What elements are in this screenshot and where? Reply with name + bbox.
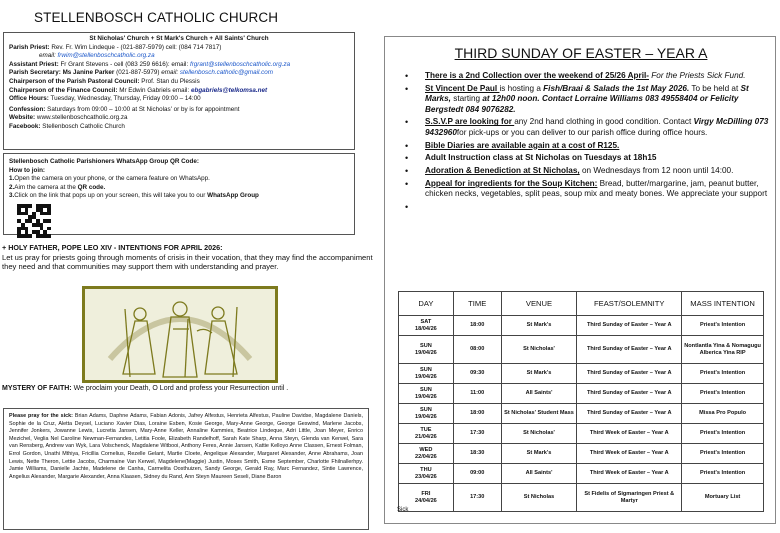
feast-feast-text: St Fidelis of Sigmaringen Priest & Martyr [584,490,675,504]
time-time-text: 08:00 [470,346,485,353]
facebook-line [9,123,349,132]
column-header-time: TIME [453,292,501,316]
pope-intentions-heading: + HOLY FATHER, POPE LEO XIV - INTENTIONS FOR APRIL 2026: [2,243,223,252]
feast-cell [577,484,682,512]
time-cell [453,336,501,364]
table-row [399,484,764,512]
intention-cell [682,484,764,512]
day-day-text: SUN [420,406,432,413]
footer-note: Sick [397,507,409,513]
feast-feast-text: Third Sunday of Easter – Year A [586,322,672,329]
day-date-text: 24/04/26 [415,497,437,504]
venue-venue-text: St Mark's [526,370,552,377]
notice-item [393,117,773,138]
sick-label: Please pray for the sick: [9,413,73,419]
email-label: email: [161,69,179,77]
step-number: 1. [9,175,15,183]
notice-item [393,141,773,151]
venue-venue-text: St Nicholas [523,494,555,501]
feast-cell [577,444,682,464]
table-row [399,316,764,336]
notice-item [393,166,773,176]
table-row [399,444,764,464]
day-cell [399,424,454,444]
venue-cell [501,316,577,336]
pope-intentions-text: Let us pray for priests going through moments of crisis in their vocation, that they may find the accompaniment they need and that communities may support them with understanding and prayer. [2,252,373,272]
secretary-line [9,69,349,78]
intention-intention-text: Mortuary List [704,494,741,501]
table-row [399,424,764,444]
day-cell [399,384,454,404]
notice-text: Bread, butter/margarine, jam, peanut butter, chicken necks, vegetables, split peas, soup mix and meaty bones. We appreciate your support [425,179,768,199]
feast-feast-text: Third Sunday of Easter – Year A [586,390,672,397]
sick-prayer-box [3,408,369,530]
venue-cell [501,336,577,364]
time-cell [453,484,501,512]
notices-list [393,71,773,202]
feast-feast-text: Third Week of Easter – Year A [589,450,669,457]
time-cell [453,316,501,336]
notice-text: starting [450,94,483,104]
venue-cell [501,464,577,484]
notice-item [393,84,773,115]
weekly-bulletin-box [384,36,776,524]
time-cell [453,424,501,444]
intention-cell [682,316,764,336]
parish-priest-label: Parish Priest: [9,43,50,51]
day-date-text: 18/04/26 [415,325,437,332]
intention-intention-text: Priest's Intention [700,470,746,477]
finance-council-line [9,87,349,96]
feast-cell [577,424,682,444]
venue-venue-text: All Saints' [525,470,553,477]
day-date-text: 21/04/26 [415,433,437,440]
whatsapp-box [3,153,355,235]
time-cell [453,444,501,464]
website-line [9,114,349,123]
office-hours-line [9,95,349,104]
pastoral-council-value: Prof. Stan du Plessis [141,77,200,85]
feast-feast-text: Third Week of Easter – Year A [589,430,669,437]
table-header-row [399,292,764,316]
notice-text: on Wednesdays from 12 noon until 14:00. [579,166,734,176]
notice-emphasis: at 12h00 noon. Contact Lorraine Williams 083 49558404 or Felicity Bergstedt 084 9076282. [425,94,739,114]
secretary-phone: (021-887-5979) [116,69,160,77]
step-number: 3. [9,192,15,200]
feast-feast-text: Third Week of Easter – Year A [589,470,669,477]
emmaus-drawing-icon [85,289,275,380]
pope-intentions [2,243,374,272]
confession-line [9,106,349,115]
church-list: St Nicholas' Church + St Mark's Church + All Saints' Church [89,35,269,42]
column-header-intention: MASS INTENTION [682,292,764,316]
intention-cell [682,336,764,364]
venue-cell [501,364,577,384]
emmaus-illustration [82,286,278,383]
notice-lead: Adoration & Benediction at St Nicholas, [425,166,580,176]
venue-venue-text: St Nicholas' Student Mass [504,410,574,417]
table-row [399,364,764,384]
parish-priest-email-link[interactable]: frwim@stellenboschcatholic.org.za [57,52,155,60]
confession-value: Saturdays from 09:00 – 10:00 at St Nicholas' or by is for appointment [47,105,240,113]
secretary-email-link[interactable]: stellenbosch.catholic@gmail.com [179,69,274,77]
intention-intention-text: Nontlantla Yina & Nomagugu Alberica Yina RIP [684,342,761,356]
time-cell [453,384,501,404]
website-label: Website: [9,114,36,122]
day-cell [399,336,454,364]
feast-feast-text: Third Sunday of Easter – Year A [586,346,672,353]
time-time-text: 11:00 [470,390,485,397]
time-time-text: 09:30 [470,370,485,377]
time-cell [453,464,501,484]
facebook-value: Stellenbosch Catholic Church [42,122,125,130]
day-date-text: 19/04/26 [415,413,437,420]
time-time-text: 17:30 [470,430,485,437]
day-cell [399,364,454,384]
step-bold: WhatsApp Group [207,192,259,200]
venue-venue-text: St Nicholas' [523,346,555,353]
email-label: email: [39,52,56,60]
office-hours-label: Office Hours: [9,95,49,103]
intention-intention-text: Priest's Intention [700,370,746,377]
step-text: Click on the link that pops up on your screen, this will take you to our [14,192,208,200]
parish-priest-value: Rev. Fr. Wim Lindeque - (021-887-5979) cell: (084 714 7817) [51,43,222,51]
column-header-venue: VENUE [501,292,577,316]
day-date-text: 19/04/26 [415,373,437,380]
pastoral-council-label: Chairperson of the Parish Pastoral Council: [9,77,140,85]
whatsapp-step-2 [9,184,349,193]
feast-cell [577,316,682,336]
contact-info-box [3,32,355,150]
time-time-text: 18:00 [470,410,485,417]
week-title: THIRD SUNDAY OF EASTER – YEAR A [454,45,708,61]
day-date-text: 19/04/26 [415,349,437,356]
finance-council-value: Mr Edwin Gabriels email: [119,86,190,94]
pastoral-council-line [9,78,349,87]
time-time-text: 18:30 [470,450,485,457]
day-day-text: SUN [420,342,432,349]
assistant-priest-label: Assistant Priest: [9,60,59,68]
venue-cell [501,384,577,404]
venue-cell [501,444,577,464]
assistant-priest-line [9,61,349,70]
qr-module [47,234,51,238]
time-time-text: 17:30 [470,494,485,501]
table-row [399,336,764,364]
day-day-text: FRI [421,490,431,497]
day-day-text: SUN [420,366,432,373]
day-day-text: TUE [420,426,432,433]
intention-cell [682,384,764,404]
day-day-text: SUN [420,386,432,393]
day-date-text: 22/04/26 [415,453,437,460]
notice-lead: Adult Instruction class at St Nicholas on Tuesdays at 18h15 [425,153,657,163]
intention-cell [682,464,764,484]
feast-cell [577,464,682,484]
day-date-text: 23/04/26 [415,473,437,480]
day-date-text: 19/04/26 [415,393,437,400]
venue-venue-text: St Mark's [526,450,552,457]
notice-emphasis: Fish/Braai & Salads the 1st May 2026. [543,83,690,93]
intention-intention-text: Priest's Intention [700,322,746,329]
mystery-text: We proclaim your Death, O Lord and profess your Resurrection until . [71,385,289,392]
finance-council-label: Chairperson of the Finance Council: [9,86,118,94]
intention-intention-text: Priest's Intention [700,450,746,457]
feast-cell [577,404,682,424]
time-time-text: 18:00 [470,322,485,329]
notice-emphasis: St Marks, [425,83,749,104]
whatsapp-title: Stellenbosch Catholic Parishioners WhatsApp Group QR Code: [9,158,199,165]
venue-cell [501,484,577,512]
notice-lead: There is a 2nd Collection over the weekend of 25/26 April- [425,71,650,80]
table-row [399,464,764,484]
day-day-text: SAT [420,318,432,325]
table-row [399,404,764,424]
notice-item [393,153,773,163]
intention-cell [682,404,764,424]
day-cell [399,316,454,336]
notice-text: To be held at [689,83,741,93]
day-cell [399,464,454,484]
day-day-text: THU [420,466,432,473]
mystery-label: MYSTERY OF FAITH: [2,385,72,392]
notice-lead: Bible Diaries are available again at a cost of R125. [425,140,620,150]
feast-cell [577,336,682,364]
table-row [399,384,764,404]
notice-text: For the Priests Sick Fund. [649,71,746,80]
office-hours-value: Tuesday, Wednesday, Thursday, Friday 09:00 – 14:00 [50,95,201,103]
venue-cell [501,404,577,424]
whatsapp-step-1 [9,175,349,184]
column-header-feast: FEAST/SOLEMNITY [577,292,682,316]
notice-lead: S.S.V.P are looking for [425,117,515,127]
intention-intention-text: Missa Pro Populo [699,410,747,417]
day-day-text: WED [419,446,433,453]
column-header-day: DAY [399,292,454,316]
step-number: 2. [9,183,15,191]
feast-cell [577,384,682,404]
day-cell [399,444,454,464]
time-time-text: 09:00 [470,470,485,477]
mass-schedule-table [398,291,764,512]
assistant-priest-value: Fr Grant Stevens - cell (083 259 6616): email: [60,60,189,68]
feast-cell [577,364,682,384]
day-cell [399,404,454,424]
secretary-label: Parish Secretary: [9,69,61,77]
notice-text: is hosting a [499,83,544,93]
confession-label: Confession: [9,105,46,113]
intention-intention-text: Priest's Intention [700,430,746,437]
notice-lead: St Vincent De Paul [425,83,500,93]
assistant-priest-email-link[interactable]: frgrant@stellenboschcatholic.org.za [189,60,291,68]
intention-cell [682,364,764,384]
church-title: STELLENBOSCH CATHOLIC CHURCH [34,10,279,25]
notice-text: for pick-ups or you can deliver to our parish office during office hours. [456,127,708,137]
venue-venue-text: St Nicholas' [523,430,555,437]
parish-priest-email-line [9,52,349,61]
venue-venue-text: St Mark's [526,322,552,329]
mystery-of-faith [2,385,374,392]
step-text: Aim the camera at the [14,183,78,191]
whatsapp-step-3 [9,192,349,201]
sick-names: Brian Adams, Daphne Adams, Fabian Adonis, Jafrey Alfestus, Henrieta Alfestus, Pauline Davidse, Magdalene Daniels, Sophie de la Cruz, Aletta Deysel, Luciano Xavier Dias, Loraine Esben, Kosie George, Mary-Anne George, George Geswind, Marlene Jacobs, Jennifer Jonkers, Jowanne Lewis, Lucretia Jansen, Mary-Anne Keller, Annaline Kammies, Beatrice Lindeque, Adri Little, Joan Meyer, Enrico Mezichel, Veglia Nel Caroline Newman-Fernandes, Letitia Foole, Elizabeth Randelhoff, Sarah Kate Sharp, Anna Steyn, Glenda van Kerwel, Sara van Rensberg, Andrew van Wyk, Lara Volschenck, Magdalene Witbooi, Anthony Feres, Annie Jansen, Kattie Kelloyo Anne Classen, Ernest Folman, Errol Gordon, Unathi Mthiya, Fricillia Cornelius, Rezelle Gelant, Martie Cloete, Angelique Alexander, Margaret Alexander, Anne Abrahams, Joan Lewis, Nette Theron, Lettie Jacobs, Charmaine Van Kerwel, Magdelene(Maggie) Justin, Moses Smith, Esme September, Charlotte Fhilnallerhpy. Jamie Williams, Danielle Jachte, Madelene de Canha, Carmelita Oosthuizen, Sandy George, Gerald Ray, Marc Fernandez, Sintie Lawrence, Angelius Alexander, Margarie Alexander, Anna Klaasen, Sidney du Rand, Ann Steyn Maureen Seseli, Diane Baron [9,413,363,480]
step-bold: QR code. [77,183,106,191]
step-text: Open the camera on your phone, or the camera feature on WhatsApp. [14,175,210,183]
secretary-name: Ms Janine Parker [62,69,115,77]
qr-code-icon[interactable] [17,204,51,238]
finance-council-email-link[interactable]: ebgabriels@telkomsa.net [190,86,268,94]
venue-cell [501,424,577,444]
venue-venue-text: All Saints' [525,390,553,397]
notice-lead: Appeal for ingredients for the Soup Kitchen: [425,179,598,188]
intention-cell [682,424,764,444]
website-link[interactable]: www.stellenboschcatholic.org.za [36,114,128,122]
notice-emphasis: Virgy McDilling 073 9432960 [425,117,769,137]
facebook-label: Facebook: [9,122,41,130]
intention-cell [682,444,764,464]
notice-item [393,71,773,81]
feast-feast-text: Third Sunday of Easter – Year A [586,410,672,417]
time-cell [453,404,501,424]
notice-item [393,179,773,200]
time-cell [453,364,501,384]
how-to-join: How to join: [9,166,46,174]
parish-priest-line [9,44,349,53]
intention-intention-text: Priest's Intention [700,390,746,397]
notice-text: any 2nd hand clothing in good condition. Contact [514,117,694,127]
feast-feast-text: Third Sunday of Easter – Year A [586,370,672,377]
